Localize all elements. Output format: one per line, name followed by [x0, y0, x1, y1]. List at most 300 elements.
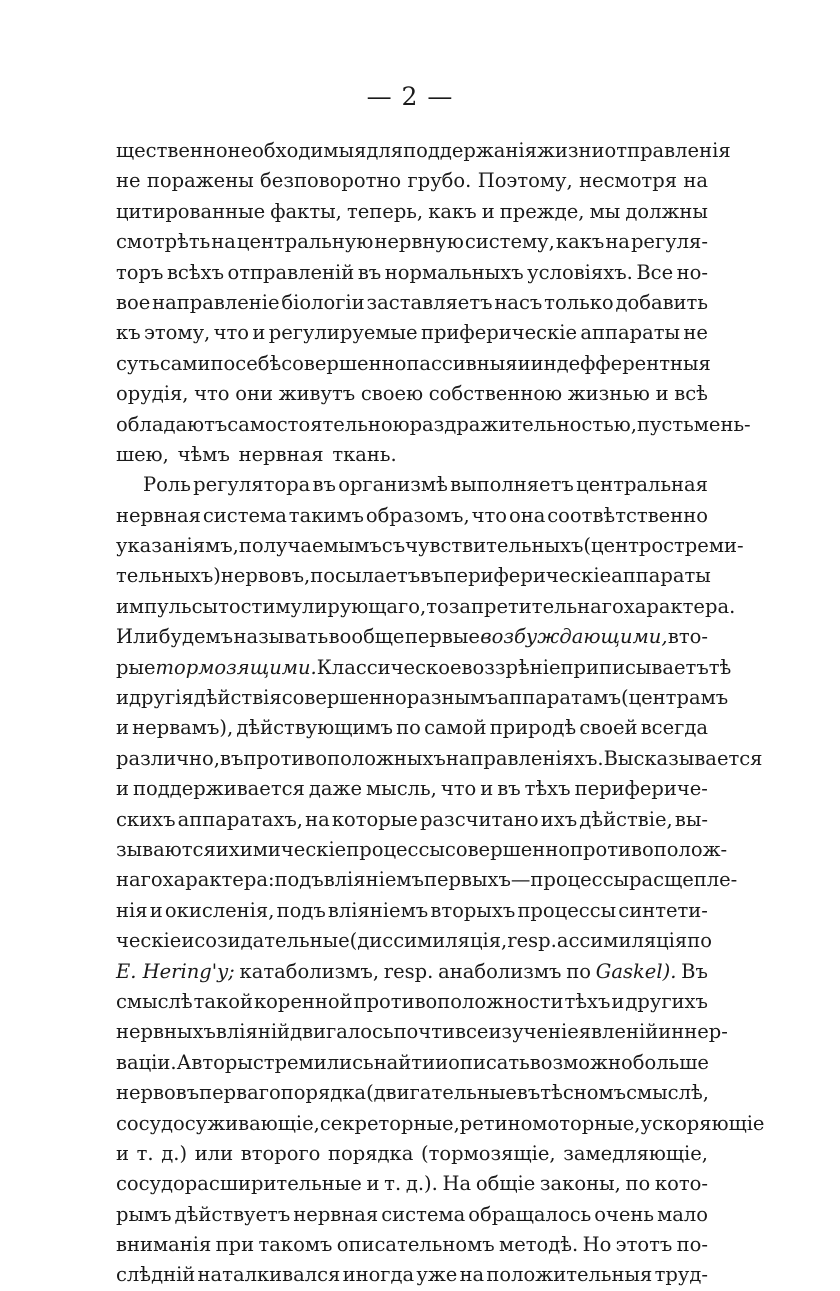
- word: всегда: [640, 716, 708, 740]
- word: что: [194, 382, 230, 406]
- word: не: [116, 169, 141, 193]
- text-line: [116, 1109, 765, 1139]
- word: Но: [582, 1233, 612, 1257]
- word: вниманія: [116, 1233, 212, 1257]
- word: подъ: [276, 898, 326, 922]
- text-line: [116, 440, 708, 470]
- word: кото-: [654, 1172, 708, 1196]
- word: всѣ: [674, 382, 708, 406]
- page-number: — 2 —: [366, 82, 454, 111]
- word: прежде,: [499, 199, 585, 223]
- text-line: [116, 987, 708, 1017]
- word: и: [149, 898, 163, 922]
- text-line: [116, 1139, 708, 1169]
- word: которые: [331, 807, 418, 831]
- word: и: [116, 686, 129, 710]
- word: слѣдній: [116, 1263, 196, 1287]
- word: описать: [448, 1050, 530, 1074]
- word: периферическіе: [443, 564, 612, 588]
- word: совершенно: [281, 351, 407, 375]
- word: Высказывается: [603, 746, 763, 770]
- text-line: [116, 713, 708, 743]
- word: себѣ: [235, 351, 282, 375]
- word: направленіе: [152, 290, 280, 314]
- word: въ: [516, 1081, 541, 1105]
- text-line: [116, 1048, 708, 1078]
- word: наталкивался: [197, 1263, 341, 1287]
- word: т.: [384, 1172, 402, 1196]
- text-line: [116, 744, 763, 774]
- word: самостоятельною: [227, 412, 410, 436]
- word: химическіе: [228, 837, 347, 861]
- word: положительныя: [486, 1263, 653, 1287]
- word: или: [194, 1141, 234, 1165]
- word: первые: [404, 625, 480, 649]
- word: законы,: [539, 1172, 621, 1196]
- word: тѣсномъ: [540, 1081, 627, 1105]
- word: то: [426, 594, 449, 618]
- word: стремились: [252, 1050, 374, 1074]
- text-line: [116, 683, 729, 713]
- word: совершенно: [281, 686, 407, 710]
- word: орудія,: [116, 382, 189, 406]
- word: по: [566, 959, 591, 983]
- word: этому,: [143, 321, 211, 345]
- word: На: [442, 1172, 472, 1196]
- word: система: [202, 503, 287, 527]
- word: (диссимиляція,: [349, 929, 508, 953]
- word: труд-: [654, 1263, 708, 1287]
- word: мень-: [693, 412, 751, 436]
- word: своей: [579, 716, 638, 740]
- text-line: [116, 410, 751, 440]
- word: resp.: [383, 959, 434, 983]
- word: своею: [360, 382, 424, 406]
- text-line: [116, 1230, 708, 1260]
- word: и: [116, 777, 129, 801]
- word: нервную: [374, 230, 464, 254]
- word: щественно: [116, 139, 228, 162]
- word: аппараты: [580, 321, 681, 345]
- text-line: [116, 1169, 708, 1199]
- word: Или: [116, 625, 159, 649]
- word: и: [366, 1172, 380, 1196]
- word: получаемымъ: [238, 534, 382, 558]
- word: она: [508, 503, 546, 527]
- word: на: [305, 807, 330, 831]
- word: другія: [129, 686, 194, 710]
- word: и: [252, 321, 266, 345]
- text-line: [116, 561, 711, 591]
- word: выполняетъ: [450, 473, 574, 497]
- word: вліяніемъ: [323, 868, 424, 892]
- word: и: [517, 351, 531, 375]
- word: не: [683, 321, 708, 345]
- word: (двигательные: [366, 1081, 517, 1105]
- word: къ: [116, 321, 141, 345]
- word: въ: [219, 746, 244, 770]
- word: только: [544, 290, 614, 314]
- word: (центрамъ: [620, 686, 729, 710]
- word: нервныхъ: [116, 1020, 216, 1044]
- word: найти: [373, 1050, 436, 1074]
- word: тѣ: [708, 655, 732, 679]
- word: по: [625, 1172, 651, 1196]
- word: центральную: [236, 230, 374, 254]
- word: чѣмъ: [177, 442, 230, 466]
- word: совершенно: [444, 837, 570, 861]
- word: поддерживается: [133, 777, 305, 801]
- word: воззрѣніе: [461, 655, 561, 679]
- word: расщепле-: [629, 868, 738, 892]
- text-line: [116, 379, 708, 409]
- word: смыслѣ: [116, 989, 193, 1013]
- word: по: [210, 351, 236, 375]
- word: пусть: [636, 412, 694, 436]
- word: перифериче-: [574, 777, 708, 801]
- word: подъ: [274, 868, 324, 892]
- word: больше: [632, 1050, 709, 1074]
- word: вторыхъ: [430, 898, 516, 922]
- word: на: [459, 1263, 485, 1287]
- word: такимъ: [288, 503, 364, 527]
- word: второго: [240, 1141, 321, 1165]
- text-line: [116, 622, 708, 652]
- word: біологіи: [281, 290, 365, 314]
- word: въ: [312, 473, 336, 497]
- word: стимулирующаго,: [240, 594, 427, 618]
- word: жизни: [536, 139, 605, 162]
- text-line: [116, 531, 744, 561]
- word: аппаратахъ,: [177, 807, 303, 831]
- word: они: [235, 382, 273, 406]
- word: индефферентныя: [530, 351, 711, 375]
- word: т.: [136, 1141, 154, 1165]
- word: рые: [116, 655, 156, 679]
- word: почти: [393, 1020, 455, 1044]
- word: и: [116, 716, 129, 740]
- word: Поэтому,: [477, 169, 573, 193]
- word: то: [218, 594, 241, 618]
- word: поддержанія: [403, 139, 537, 162]
- word: Роль: [143, 473, 191, 497]
- word: рымъ: [116, 1202, 172, 1226]
- word: описательномъ: [336, 1233, 495, 1257]
- word: шею,: [116, 442, 169, 466]
- word: регулируемые: [268, 321, 418, 345]
- word: иннер-: [658, 1020, 728, 1044]
- word: по-: [676, 1233, 708, 1257]
- text-line: [116, 197, 708, 227]
- word: ихъ: [540, 807, 578, 831]
- word: перваго: [199, 1081, 281, 1105]
- word: ускоряющіе: [640, 1111, 765, 1135]
- word: будемъ: [158, 625, 234, 649]
- text-line: [116, 470, 708, 500]
- word: жизнью: [567, 382, 650, 406]
- word: мысль,: [366, 777, 437, 801]
- word: общіе: [475, 1172, 536, 1196]
- word: ретиномоторные,: [459, 1111, 641, 1135]
- word: уже: [416, 1263, 458, 1287]
- word: теперь,: [346, 199, 424, 223]
- word: вое: [116, 290, 151, 314]
- text-line: [116, 227, 708, 257]
- word: по: [687, 929, 712, 953]
- word: д.): [161, 1141, 188, 1165]
- word: такомъ: [258, 1233, 333, 1257]
- text-line: [116, 926, 712, 956]
- word: иногда: [342, 1263, 415, 1287]
- word: указаніямъ,: [116, 534, 239, 558]
- word: коренной: [253, 989, 353, 1013]
- word: сосудорасширительные: [116, 1172, 362, 1196]
- word: ческіе: [116, 929, 182, 953]
- body-text: [116, 136, 765, 1291]
- text-line: [116, 258, 708, 288]
- word: разсчитано: [419, 807, 539, 831]
- word: и: [116, 1141, 129, 1165]
- text-line: [116, 1078, 708, 1108]
- word: тѣхъ: [564, 989, 611, 1013]
- word: (центростреми-: [583, 534, 744, 558]
- word: этотъ: [615, 1233, 673, 1257]
- word: поражены: [146, 169, 254, 193]
- word: другихъ: [625, 989, 708, 1013]
- word: нія: [116, 898, 148, 922]
- word: несмотря: [579, 169, 678, 193]
- word: смотрѣть: [116, 230, 211, 254]
- word: нервная: [293, 1202, 379, 1226]
- word: для: [366, 139, 404, 162]
- word: синтети-: [618, 898, 708, 922]
- word: двигалось: [290, 1020, 394, 1044]
- word: на: [683, 169, 708, 193]
- word: обращалось: [468, 1202, 592, 1226]
- word: безповоротно: [260, 169, 402, 193]
- word: образомъ,: [365, 503, 470, 527]
- word: анаболизмъ: [438, 959, 562, 983]
- word: по: [396, 716, 421, 740]
- word: методѣ.: [499, 1233, 579, 1257]
- word: характера.: [623, 594, 736, 618]
- word: факты,: [270, 199, 342, 223]
- word: нервная: [116, 503, 201, 527]
- word: приферическіе: [420, 321, 578, 345]
- text-line: [116, 1260, 708, 1290]
- text-line: [116, 1200, 708, 1230]
- word: живутъ: [278, 382, 356, 406]
- word: зываются: [116, 837, 216, 861]
- word: различно,: [116, 746, 220, 770]
- text-line: [116, 288, 708, 318]
- word: раздражительностью,: [409, 412, 637, 436]
- word: пассивныя: [406, 351, 518, 375]
- word: регулятора: [193, 473, 311, 497]
- word: что: [471, 503, 508, 527]
- word: вы-: [674, 807, 708, 831]
- word: дѣйствуетъ: [174, 1202, 291, 1226]
- word: запретительнаго: [448, 594, 624, 618]
- word: противополож-: [569, 837, 728, 861]
- word: дѣйствія: [193, 686, 282, 710]
- word: и: [655, 382, 669, 406]
- word: что: [440, 777, 477, 801]
- word: нервная: [238, 442, 324, 466]
- word: въ: [497, 777, 521, 801]
- word: явленій: [578, 1020, 659, 1044]
- word: центральная: [576, 473, 708, 497]
- word: вліяніемъ: [327, 898, 429, 922]
- word: и: [611, 989, 625, 1013]
- word: самой: [424, 716, 487, 740]
- text-line: [116, 318, 708, 348]
- word: какъ: [555, 230, 605, 254]
- word: замедляющіе,: [563, 1141, 708, 1165]
- word: характера:: [162, 868, 275, 892]
- word: сами: [159, 351, 211, 375]
- text-line: [116, 957, 708, 987]
- word: называть: [233, 625, 329, 649]
- word: E. Hering'y;: [116, 959, 235, 983]
- word: созидательные: [194, 929, 350, 953]
- word: какъ: [428, 199, 477, 223]
- word: нервамъ),: [132, 716, 234, 740]
- word: первыхъ—процессы: [423, 868, 630, 892]
- word: но-: [676, 260, 708, 284]
- word: и: [480, 777, 494, 801]
- word: Классическое: [316, 655, 462, 679]
- word: Все: [636, 260, 674, 284]
- word: въ: [420, 564, 444, 588]
- word: изученіе: [488, 1020, 579, 1044]
- word: мы: [589, 199, 621, 223]
- word: заставляетъ: [366, 290, 493, 314]
- word: resp.: [507, 929, 557, 953]
- word: условіяхъ.: [527, 260, 633, 284]
- word: насъ: [494, 290, 543, 314]
- word: импульсы: [116, 594, 219, 618]
- word: процессы: [517, 898, 617, 922]
- word: отправленія: [604, 139, 731, 162]
- word: аппаратамъ: [497, 686, 621, 710]
- word: организмѣ: [338, 473, 448, 497]
- word: нервовъ: [116, 1081, 200, 1105]
- text-line: [116, 349, 711, 379]
- word: соотвѣтственно: [547, 503, 708, 527]
- word: ваціи.: [116, 1050, 177, 1074]
- word: Gaskel).: [595, 959, 677, 983]
- word: очень: [594, 1202, 655, 1226]
- word: вообще: [328, 625, 405, 649]
- text-line: [116, 592, 736, 622]
- word: все: [454, 1020, 489, 1044]
- word: грубо.: [407, 169, 472, 193]
- word: процессы: [346, 837, 445, 861]
- word: приписываетъ: [560, 655, 709, 679]
- word: смыслѣ,: [626, 1081, 709, 1105]
- word: катаболизмъ,: [239, 959, 380, 983]
- word: необходимыя: [227, 139, 367, 162]
- word: мало: [657, 1202, 708, 1226]
- word: и: [215, 837, 229, 861]
- word: что: [213, 321, 250, 345]
- word: порядка: [328, 1141, 414, 1165]
- word: вліяній: [215, 1020, 291, 1044]
- word: Авторы: [176, 1050, 253, 1074]
- word: ткань.: [332, 442, 397, 466]
- word: регуля-: [630, 230, 708, 254]
- word: добавить: [615, 290, 708, 314]
- word: суть: [116, 351, 160, 375]
- word: порядка: [280, 1081, 367, 1105]
- word: и: [181, 929, 195, 953]
- word: цитированные: [116, 199, 266, 223]
- word: д.).: [405, 1172, 438, 1196]
- word: природѣ: [489, 716, 577, 740]
- word: дѣйствующимъ: [236, 716, 393, 740]
- word: посылаетъ: [310, 564, 421, 588]
- word: разнымъ: [406, 686, 498, 710]
- word: сосудосуживающіе,: [116, 1111, 320, 1135]
- word: скихъ: [116, 807, 176, 831]
- word: собственною: [428, 382, 563, 406]
- word: вто-: [667, 625, 708, 649]
- word: противоположности: [353, 989, 564, 1013]
- word: должны: [625, 199, 708, 223]
- text-line: [116, 835, 728, 865]
- word: чувствительныхъ: [405, 534, 584, 558]
- word: даже: [308, 777, 362, 801]
- word: и: [481, 199, 495, 223]
- word: дѣйствіе,: [579, 807, 673, 831]
- word: Въ: [681, 959, 708, 983]
- text-line: [116, 136, 731, 166]
- word: направленіяхъ.: [445, 746, 604, 770]
- text-line: [116, 805, 708, 835]
- word: тормозящими.: [155, 655, 317, 679]
- word: ассимиляція: [556, 929, 688, 953]
- word: нервовъ,: [220, 564, 311, 588]
- text-line: [116, 774, 708, 804]
- word: противоположныхъ: [243, 746, 446, 770]
- word: обладаютъ: [116, 412, 228, 436]
- word: на: [605, 230, 630, 254]
- word: тѣхъ: [524, 777, 571, 801]
- word: секреторные,: [319, 1111, 460, 1135]
- word: съ: [381, 534, 406, 558]
- word: аппараты: [611, 564, 711, 588]
- word: всѣхъ: [166, 260, 224, 284]
- word: тельныхъ): [116, 564, 221, 588]
- word: система: [381, 1202, 466, 1226]
- word: возбуждающими,: [480, 625, 668, 649]
- word: окисленія,: [164, 898, 275, 922]
- text-line: [116, 865, 738, 895]
- word: и: [435, 1050, 449, 1074]
- word: систему,: [464, 230, 555, 254]
- word: возможно: [529, 1050, 633, 1074]
- word: нормальныхъ: [384, 260, 524, 284]
- word: такой: [193, 989, 253, 1013]
- text-line: [116, 1017, 728, 1047]
- text-line: [116, 653, 732, 683]
- word: при: [215, 1233, 255, 1257]
- word: торъ: [116, 260, 164, 284]
- word: (тормозящіе,: [421, 1141, 556, 1165]
- word: наго: [116, 868, 163, 892]
- text-line: [116, 501, 708, 531]
